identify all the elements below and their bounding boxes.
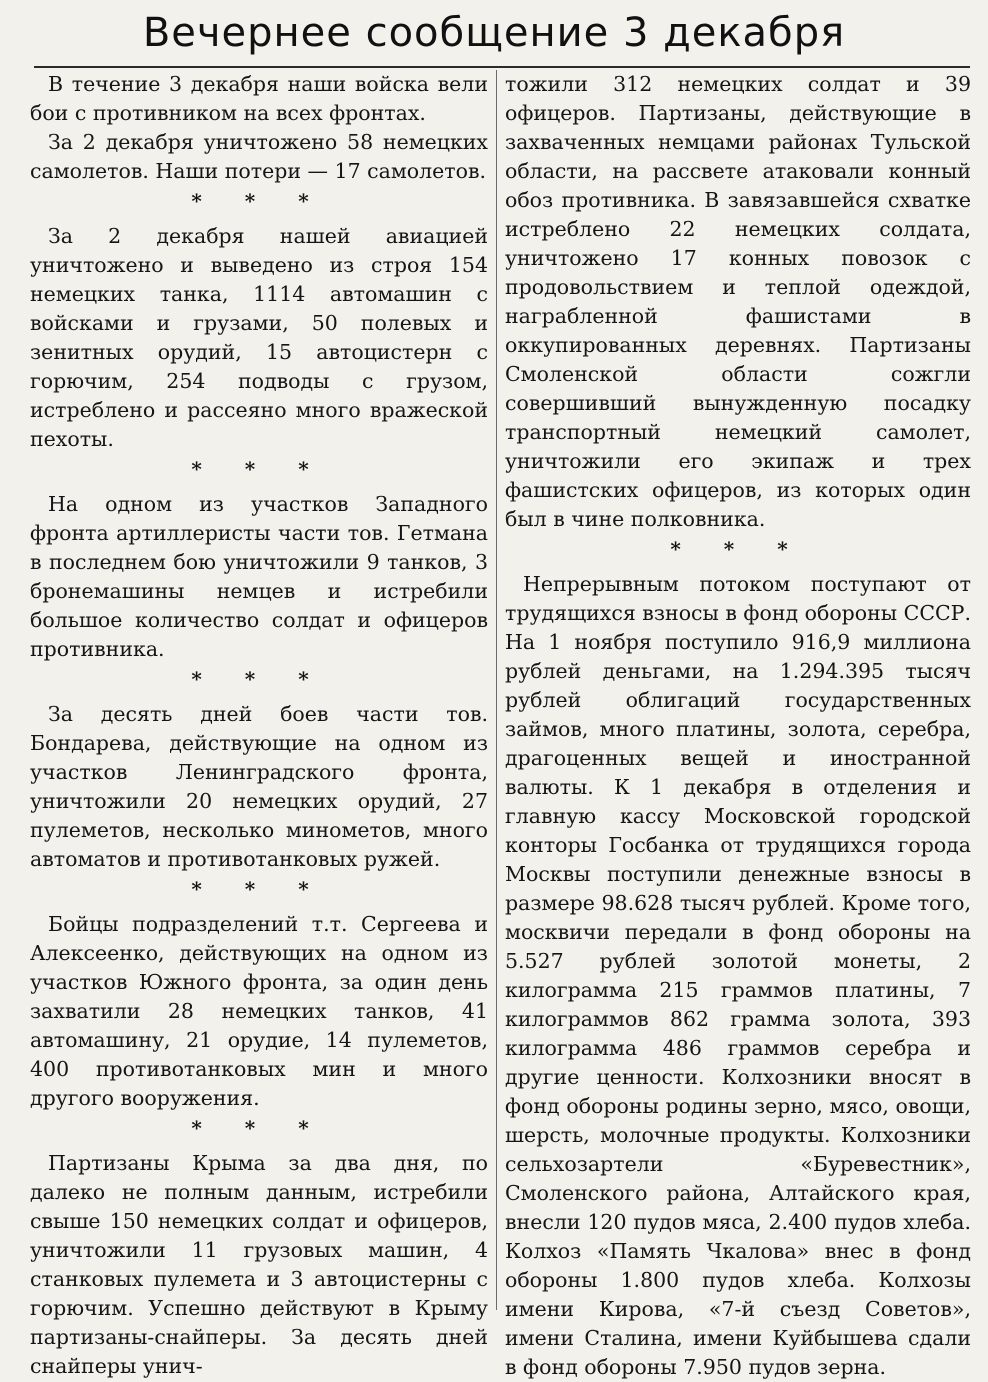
headline-rule xyxy=(34,66,970,68)
section-separator: * * * xyxy=(670,537,806,561)
headline: Вечернее сообщение 3 декабря xyxy=(142,10,846,56)
article-paragraph: За 2 декабря уничтожено 58 немецких самолетов. Наши потери — 17 самолетов. xyxy=(30,130,488,183)
article-paragraph: За десять дней боев части тов. Бондарева, действующие на одном из участков Ленинградского фронта, уничтожили 20 немецких орудий, 27 пулеметов, несколько минометов, много автоматов и противотанковых ружей. xyxy=(30,702,488,871)
article-paragraph: На одном из участков Западного фронта артиллеристы части тов. Гетмана в последнем бою уничтожили 9 танков, 3 бронемашины немцев и истребили большое количество солдат и офицеров противника. xyxy=(30,492,488,661)
section-separator: * * * xyxy=(191,457,327,481)
article-paragraph: тожили 312 немецких солдат и 39 офицеров. Партизаны, действующие в захваченных немцами районах Тульской области, на рассвете атаковали конный обоз противника. В завязавшейся схватке истреблено 22 немецких солдата, уничтожено 17 конных повозок с продовольствием и теплой одеждой, награбленной фашистами в оккупированных деревнях. Партизаны Смоленской области сожгли совершивший вынужденную посадку транспортный немецкий самолет, уничтожили его экипаж и трех фашистских офицеров, из которых один был в чине полковника. xyxy=(505,72,971,531)
section-separator: * * * xyxy=(191,189,327,213)
left-column xyxy=(30,70,488,1381)
column-divider xyxy=(496,70,497,1310)
section-separator: * * * xyxy=(191,1116,327,1140)
article-paragraph: Партизаны Крыма за два дня, по далеко не полным данным, истребили свыше 150 немецких солдат и офицеров, уничтожили 11 грузовых машин, 4 станковых пулемета и 3 автоцистерны с горючим. Успешно действуют в Крыму партизаны-снайперы. За десять дней снайперы унич- xyxy=(30,1151,488,1378)
article-paragraph: Бойцы подразделений т.т. Сергеева и Алексеенко, действующих на одном из участков Южного фронта, за один день захватили 28 немецких танков, 41 автомашину, 21 орудие, 14 пулеметов, 400 противотанковых мин и много другого вооружения. xyxy=(30,912,488,1110)
section-separator: * * * xyxy=(191,667,327,691)
article-paragraph: Непрерывным потоком поступают от трудящихся взносы в фонд обороны СССР. На 1 ноября поступило 916,9 миллиона рублей деньгами, на 1.294.395 тысяч рублей облигаций государственных займов, много платины, золота, серебра, драгоценных вещей и иностранной валюты. К 1 декабря в отделения и главную кассу Московской городской конторы Госбанка от трудящихся города Москвы поступили денежные взносы в размере 98.628 тысяч рублей. Кроме того, москвичи передали в фонд обороны на 5.527 рублей золотой монеты, 2 килограмма 215 граммов платины, 7 килограммов 862 грамма золота, 393 килограмма 486 граммов серебра и другие ценности. Колхозники вносят в фонд обороны родины зерно, мясо, овощи, шерсть, молочные продукты. Колхозники сельхозартели «Буревестник», Смоленского района, Алтайского края, внесли 120 пудов мяса, 2.400 пудов хлеба. Колхоз «Память Чкалова» внес в фонд обороны 1.800 пудов хлеба. Колхозы имени Кирова, «7-й съезд Советов», имени Сталина, имени Куйбышева сдали в фонд обороны 7.950 пудов зерна. xyxy=(505,572,971,1379)
section-separator: * * * xyxy=(191,877,327,901)
article-paragraph: За 2 декабря нашей авиацией уничтожено и выведено из строя 154 немецких танка, 1114 автомашин с войсками и грузами, 50 полевых и зенитных орудий, 15 автоцистерн с горючим, 254 подводы с грузом, истреблено и рассеяно много вражеской пехоты. xyxy=(30,224,488,451)
right-column xyxy=(505,70,971,1382)
article-paragraph: В течение 3 декабря наши войска вели бои с противником на всех фронтах. xyxy=(30,72,488,125)
